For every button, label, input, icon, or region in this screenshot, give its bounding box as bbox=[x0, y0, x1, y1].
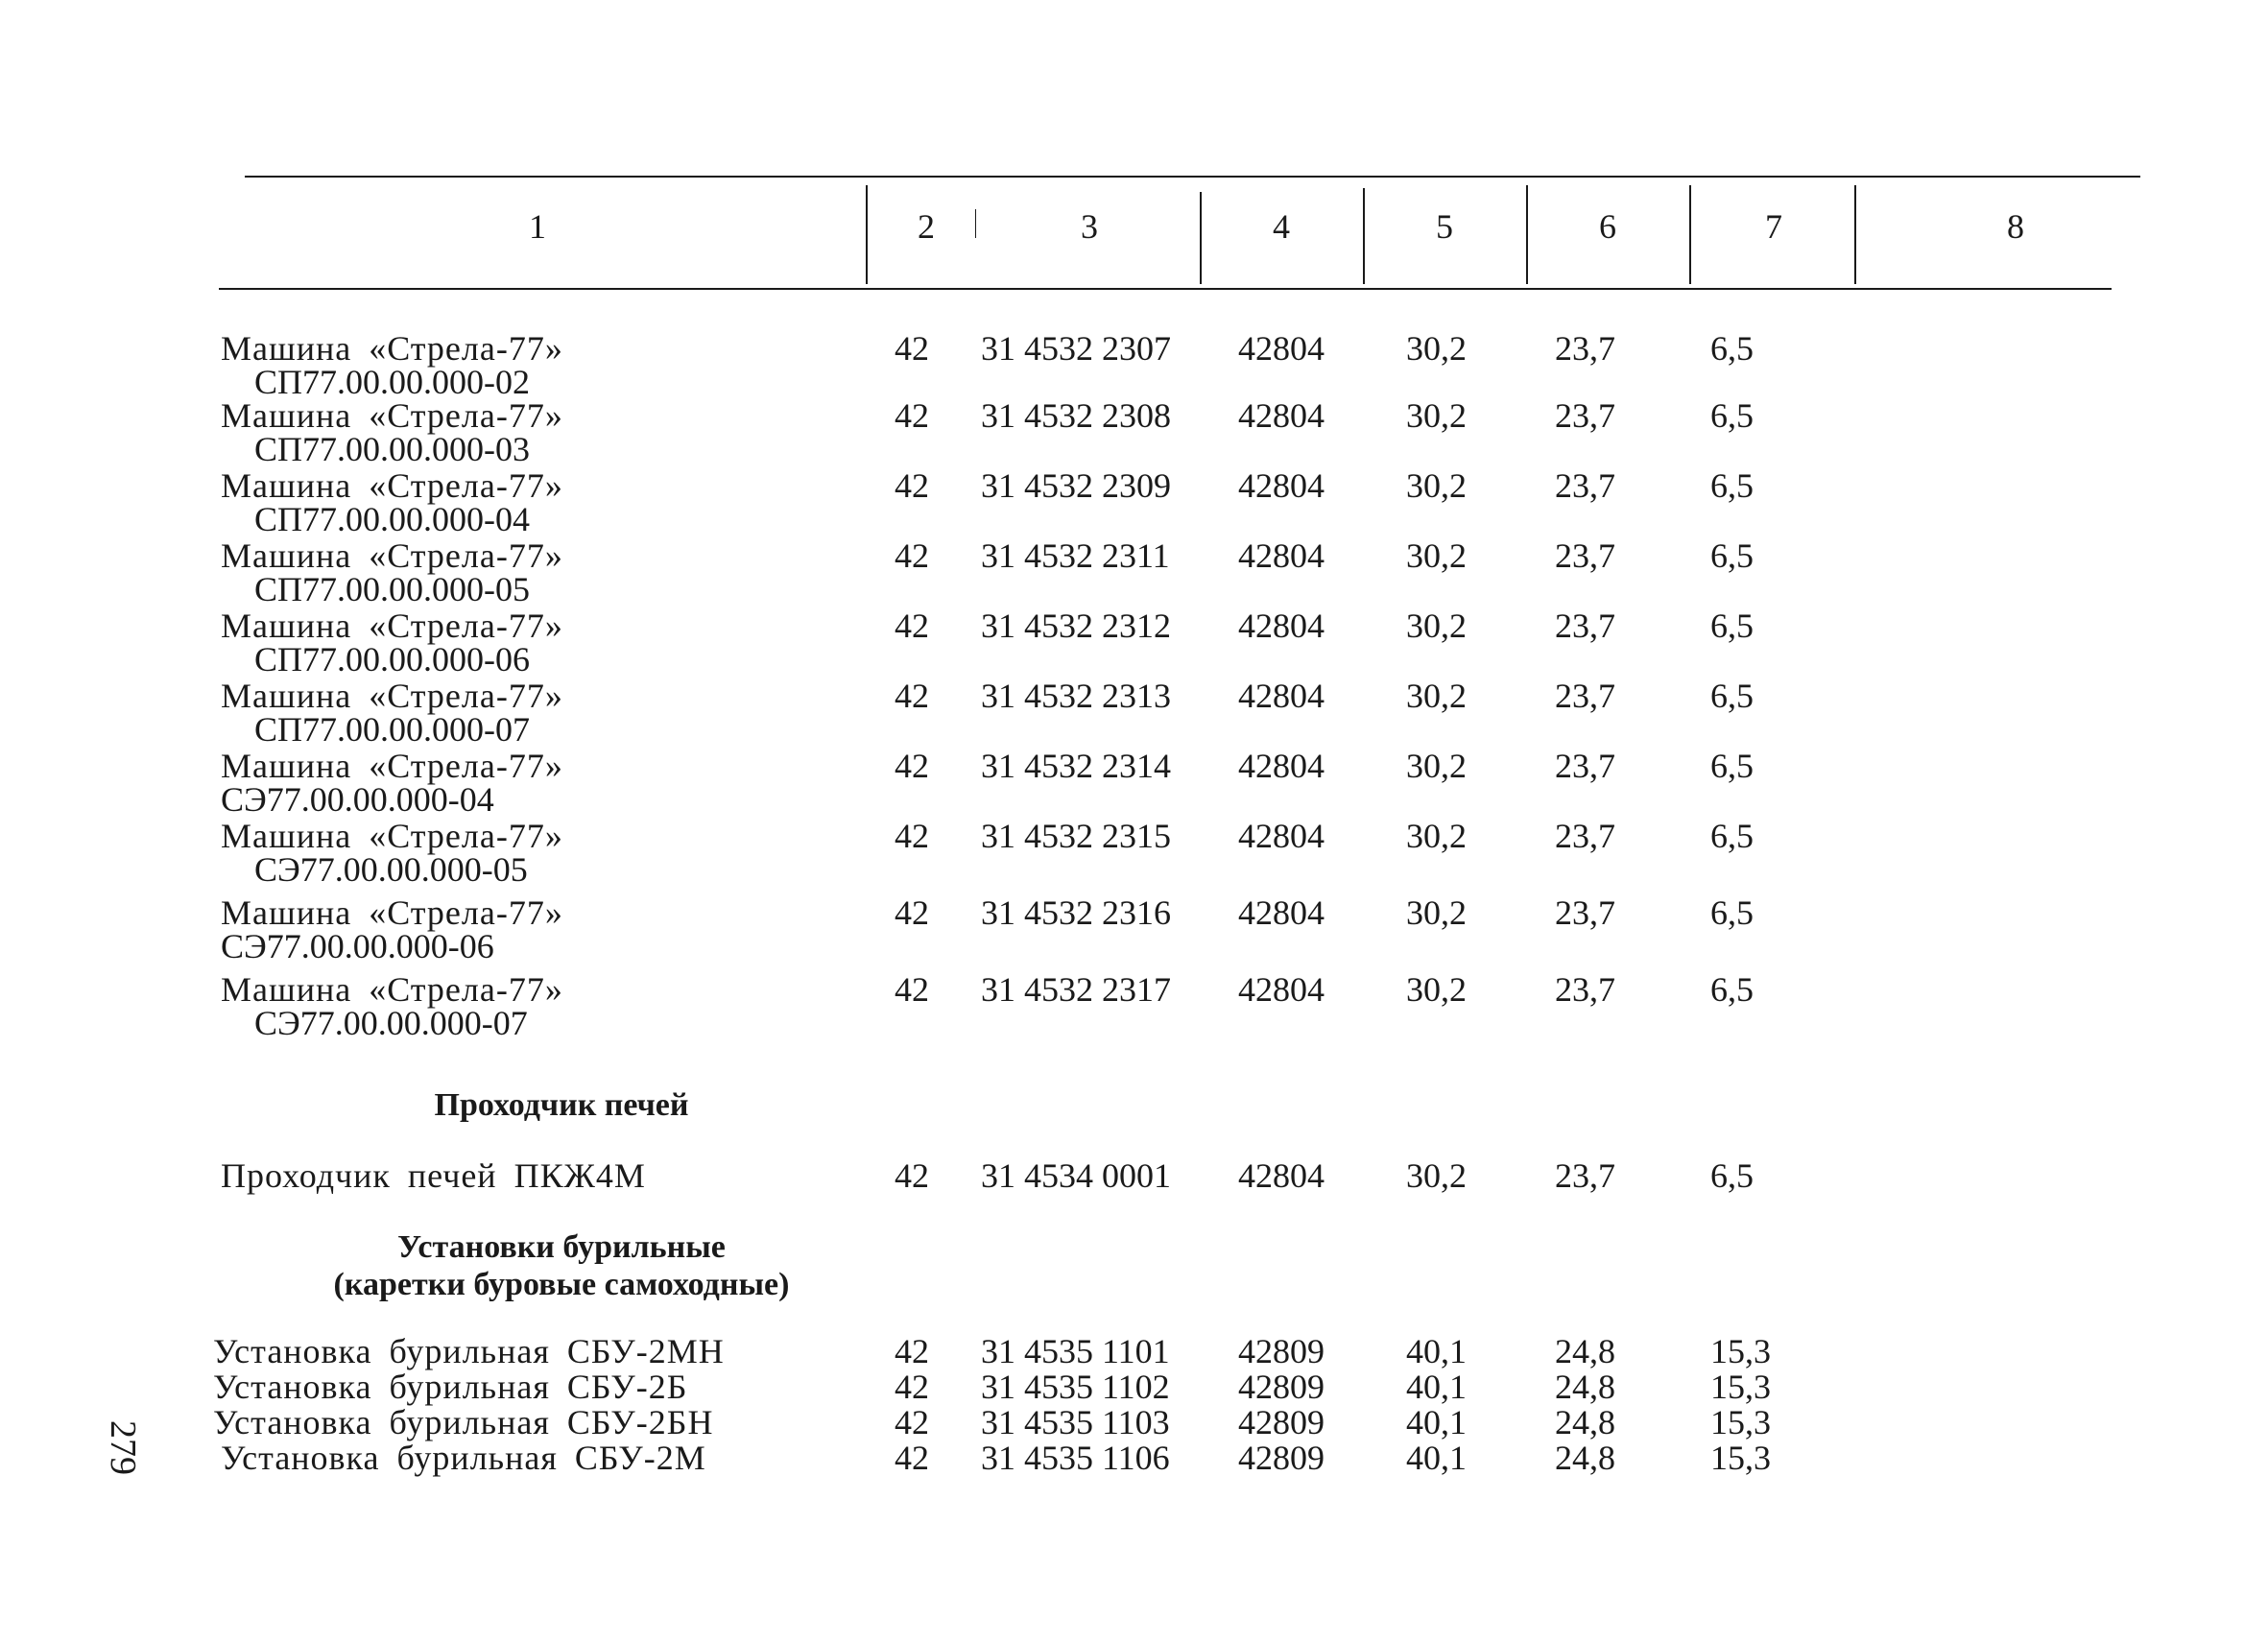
row-col-4: 42804 bbox=[1238, 607, 1325, 645]
header-col-7: 7 bbox=[1765, 207, 1782, 246]
row-col-3: 31 4532 2312 bbox=[981, 607, 1171, 645]
row-col-4: 42804 bbox=[1238, 893, 1325, 932]
row-col-3: 31 4532 2307 bbox=[981, 329, 1171, 368]
row-col-5: 30,2 bbox=[1406, 817, 1467, 855]
section-title-line-2: (каретки буровые самоходные) bbox=[333, 1267, 790, 1303]
row-col-6: 23,7 bbox=[1555, 607, 1615, 645]
row-col-6: 24,8 bbox=[1555, 1368, 1615, 1406]
row-col-4: 42804 bbox=[1238, 817, 1325, 855]
row-col-6: 23,7 bbox=[1555, 396, 1615, 435]
row-col-7: 15,3 bbox=[1710, 1403, 1771, 1441]
row-col-7: 6,5 bbox=[1710, 396, 1754, 435]
section-title-line-1: Установки бурильные bbox=[397, 1229, 726, 1265]
row-col-5: 40,1 bbox=[1406, 1403, 1467, 1441]
row-col-3: 31 4535 1103 bbox=[981, 1403, 1170, 1441]
col-sep-6 bbox=[1689, 185, 1691, 284]
row-col-5: 40,1 bbox=[1406, 1368, 1467, 1406]
row-col-6: 23,7 bbox=[1555, 970, 1615, 1009]
row-name: Машина «Стрела-77» bbox=[221, 970, 563, 1009]
row-col-2: 42 bbox=[895, 817, 929, 855]
row-col-3: 31 4532 2316 bbox=[981, 893, 1171, 932]
row-col-2: 42 bbox=[895, 1156, 929, 1195]
row-code: СП77.00.00.000-03 bbox=[254, 430, 530, 468]
section-title-drilling-rigs bbox=[221, 1228, 902, 1303]
row-col-5: 30,2 bbox=[1406, 396, 1467, 435]
row-code: СП77.00.00.000-06 bbox=[254, 640, 530, 679]
row-col-2: 42 bbox=[895, 677, 929, 715]
row-col-5: 30,2 bbox=[1406, 970, 1467, 1009]
row-col-7: 6,5 bbox=[1710, 1156, 1754, 1195]
row-code: СП77.00.00.000-04 bbox=[254, 500, 530, 538]
row-col-5: 30,2 bbox=[1406, 893, 1467, 932]
row-name: Установка бурильная СБУ-2МН bbox=[213, 1332, 725, 1370]
row-col-3: 31 4532 2317 bbox=[981, 970, 1171, 1009]
row-code: СЭ77.00.00.000-07 bbox=[254, 1004, 528, 1042]
row-col-7: 6,5 bbox=[1710, 817, 1754, 855]
row-col-6: 23,7 bbox=[1555, 536, 1615, 575]
col-sep-1 bbox=[866, 185, 868, 284]
row-name: Машина «Стрела-77» bbox=[221, 536, 563, 575]
header-top-rule bbox=[245, 176, 2140, 178]
row-name: Машина «Стрела-77» bbox=[221, 396, 563, 435]
row-col-7: 6,5 bbox=[1710, 893, 1754, 932]
row-col-7: 6,5 bbox=[1710, 970, 1754, 1009]
row-code: СП77.00.00.000-05 bbox=[254, 570, 530, 608]
row-name: Машина «Стрела-77» bbox=[221, 747, 563, 785]
col-sep-5 bbox=[1526, 185, 1528, 284]
row-col-7: 6,5 bbox=[1710, 466, 1754, 505]
row-col-2: 42 bbox=[895, 607, 929, 645]
col-sep-3 bbox=[1200, 192, 1202, 284]
header-col-5: 5 bbox=[1436, 207, 1453, 246]
row-col-3: 31 4532 2309 bbox=[981, 466, 1171, 505]
row-col-4: 42809 bbox=[1238, 1439, 1325, 1477]
row-col-7: 15,3 bbox=[1710, 1439, 1771, 1477]
row-col-2: 42 bbox=[895, 536, 929, 575]
row-col-4: 42804 bbox=[1238, 466, 1325, 505]
row-col-4: 42804 bbox=[1238, 677, 1325, 715]
row-col-5: 30,2 bbox=[1406, 1156, 1467, 1195]
row-col-3: 31 4532 2315 bbox=[981, 817, 1171, 855]
page-number: 279 bbox=[103, 1420, 143, 1475]
row-col-3: 31 4534 0001 bbox=[981, 1156, 1171, 1195]
row-col-2: 42 bbox=[895, 893, 929, 932]
header-col-1: 1 bbox=[529, 207, 546, 246]
row-col-2: 42 bbox=[895, 1368, 929, 1406]
row-col-2: 42 bbox=[895, 466, 929, 505]
row-col-6: 23,7 bbox=[1555, 466, 1615, 505]
row-col-3: 31 4532 2308 bbox=[981, 396, 1171, 435]
row-col-7: 6,5 bbox=[1710, 747, 1754, 785]
row-name: Установка бурильная СБУ-2М bbox=[221, 1439, 706, 1477]
row-col-4: 42804 bbox=[1238, 970, 1325, 1009]
row-col-3: 31 4535 1106 bbox=[981, 1439, 1170, 1477]
row-name: Машина «Стрела-77» bbox=[221, 607, 563, 645]
header-col-4: 4 bbox=[1273, 207, 1290, 246]
row-col-5: 30,2 bbox=[1406, 747, 1467, 785]
row-col-3: 31 4532 2313 bbox=[981, 677, 1171, 715]
row-col-6: 23,7 bbox=[1555, 329, 1615, 368]
row-col-2: 42 bbox=[895, 747, 929, 785]
row-col-5: 30,2 bbox=[1406, 466, 1467, 505]
row-name: Машина «Стрела-77» bbox=[221, 329, 563, 368]
header-col-6: 6 bbox=[1599, 207, 1616, 246]
row-col-3: 31 4532 2314 bbox=[981, 747, 1171, 785]
row-col-7: 6,5 bbox=[1710, 677, 1754, 715]
row-col-3: 31 4535 1102 bbox=[981, 1368, 1170, 1406]
row-col-2: 42 bbox=[895, 1403, 929, 1441]
row-col-6: 23,7 bbox=[1555, 747, 1615, 785]
row-col-2: 42 bbox=[895, 329, 929, 368]
row-name: Машина «Стрела-77» bbox=[221, 893, 563, 932]
row-code: СП77.00.00.000-07 bbox=[254, 710, 530, 749]
row-name: Машина «Стрела-77» bbox=[221, 817, 563, 855]
row-col-4: 42804 bbox=[1238, 536, 1325, 575]
col-sep-4 bbox=[1363, 188, 1365, 284]
row-col-5: 40,1 bbox=[1406, 1332, 1467, 1370]
row-col-6: 24,8 bbox=[1555, 1403, 1615, 1441]
section-title-furnace-borer: Проходчик печей bbox=[434, 1087, 689, 1123]
row-name: Установка бурильная СБУ-2Б bbox=[213, 1368, 688, 1406]
row-col-6: 23,7 bbox=[1555, 677, 1615, 715]
row-col-5: 40,1 bbox=[1406, 1439, 1467, 1477]
header-col-8: 8 bbox=[2007, 207, 2024, 246]
row-col-6: 23,7 bbox=[1555, 817, 1615, 855]
row-col-7: 6,5 bbox=[1710, 536, 1754, 575]
header-bottom-rule bbox=[219, 288, 2112, 290]
row-name: Установка бурильная СБУ-2БН bbox=[213, 1403, 714, 1441]
row-name: Машина «Стрела-77» bbox=[221, 466, 563, 505]
row-col-6: 23,7 bbox=[1555, 893, 1615, 932]
row-code: СП77.00.00.000-02 bbox=[254, 363, 530, 401]
row-col-3: 31 4535 1101 bbox=[981, 1332, 1170, 1370]
row-col-2: 42 bbox=[895, 396, 929, 435]
row-col-3: 31 4532 2311 bbox=[981, 536, 1170, 575]
row-col-5: 30,2 bbox=[1406, 677, 1467, 715]
col-sep-2 bbox=[975, 209, 976, 238]
row-col-6: 24,8 bbox=[1555, 1439, 1615, 1477]
row-col-2: 42 bbox=[895, 1332, 929, 1370]
row-col-6: 23,7 bbox=[1555, 1156, 1615, 1195]
row-col-4: 42804 bbox=[1238, 329, 1325, 368]
row-col-4: 42809 bbox=[1238, 1368, 1325, 1406]
header-col-2: 2 bbox=[918, 207, 935, 246]
row-col-4: 42804 bbox=[1238, 396, 1325, 435]
row-code: СЭ77.00.00.000-06 bbox=[221, 927, 494, 965]
row-col-4: 42804 bbox=[1238, 1156, 1325, 1195]
row-col-4: 42809 bbox=[1238, 1332, 1325, 1370]
col-sep-7 bbox=[1854, 185, 1856, 284]
header-col-3: 3 bbox=[1081, 207, 1098, 246]
row-col-5: 30,2 bbox=[1406, 536, 1467, 575]
row-col-7: 6,5 bbox=[1710, 329, 1754, 368]
row-col-5: 30,2 bbox=[1406, 607, 1467, 645]
row-name: Проходчик печей ПКЖ4М bbox=[221, 1156, 646, 1195]
row-code: СЭ77.00.00.000-04 bbox=[221, 780, 494, 819]
row-col-2: 42 bbox=[895, 1439, 929, 1477]
row-col-5: 30,2 bbox=[1406, 329, 1467, 368]
row-col-7: 15,3 bbox=[1710, 1332, 1771, 1370]
row-name: Машина «Стрела-77» bbox=[221, 677, 563, 715]
row-col-4: 42804 bbox=[1238, 747, 1325, 785]
row-code: СЭ77.00.00.000-05 bbox=[254, 850, 528, 889]
row-col-4: 42809 bbox=[1238, 1403, 1325, 1441]
row-col-2: 42 bbox=[895, 970, 929, 1009]
row-col-7: 15,3 bbox=[1710, 1368, 1771, 1406]
row-col-6: 24,8 bbox=[1555, 1332, 1615, 1370]
row-col-7: 6,5 bbox=[1710, 607, 1754, 645]
